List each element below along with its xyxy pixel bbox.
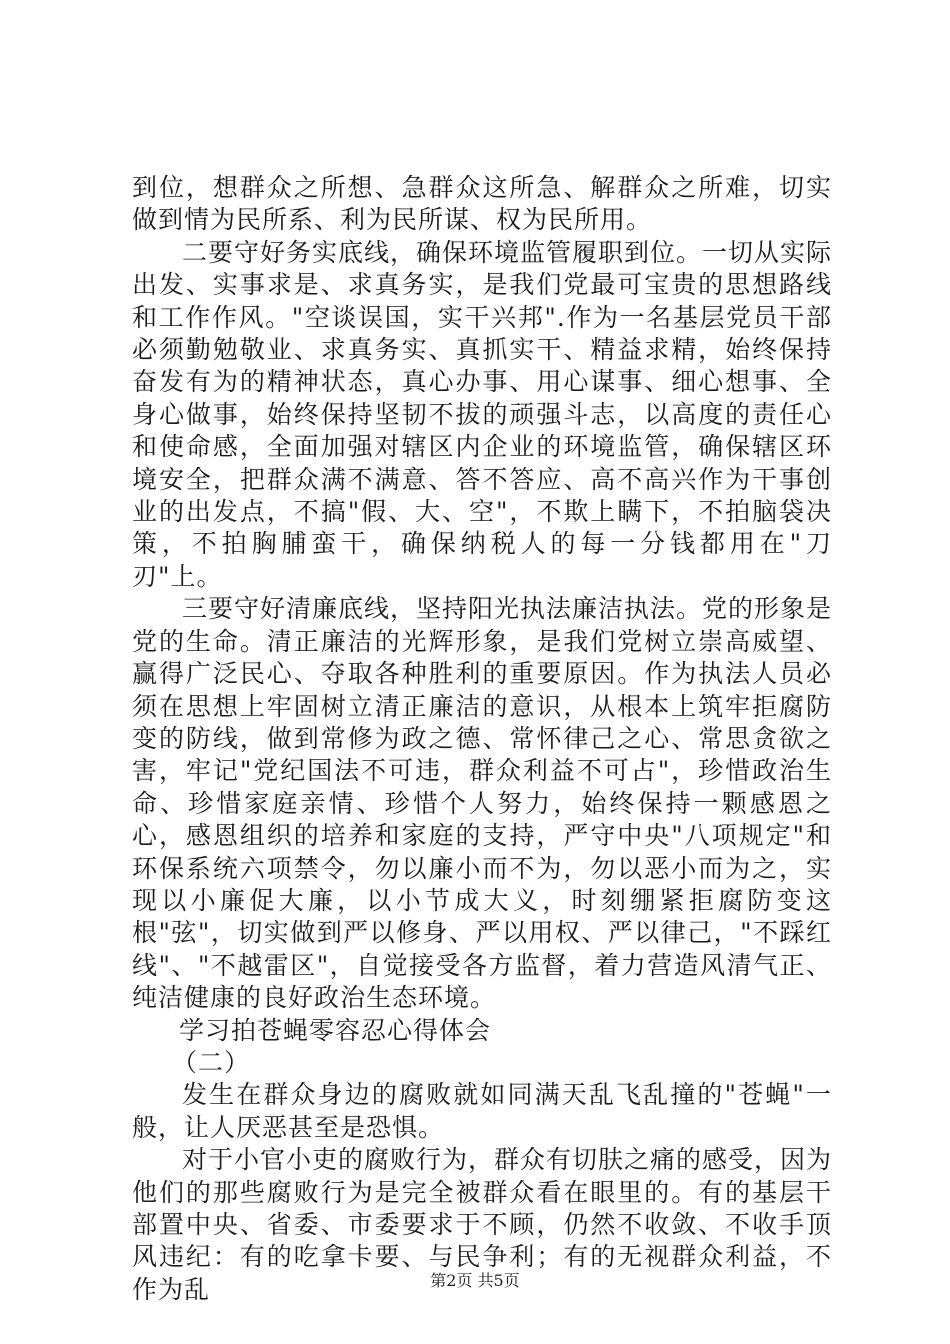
page-footer: 第2页 共5页 xyxy=(430,1271,520,1290)
document-body xyxy=(132,172,832,1306)
paragraph-petty-officials: 对于小官小吏的腐败行为，群众有切肤之痛的感受，因为他们的那些腐败行为是完全被群众看在眼里的。有的基层干部置中央、省委、市委要求于不顾，仍然不收敛、不收手顶风违纪：有的吃拿卡要、与民争利；有的无视群众利益，不作为乱 xyxy=(132,1145,833,1304)
section-title: 学习拍苍蝇零容忍心得体会 xyxy=(179,1015,492,1045)
section-number: （二） xyxy=(172,1047,251,1077)
paragraph-pragmatic-bottom-line: 二要守好务实底线，确保环境监管履职到位。一切从实际出发、实事求是、求真务实，是我们党最可宝贵的思想路线和工作作风。"空谈误国，实干兴邦".作为一名基层党员干部必须勤勉敬业、求真务实、真抓实干、精益求精，始终保持奋发有为的精神状态，真心办事、用心谋事、细心想事、全身心做事，始终保持坚韧不拔的顽强斗志，以高度的责任心和使命感，全面加强对辖区内企业的环境监管，确保辖区环境安全，把群众满不满意、答不答应、高不高兴作为干事创业的出发点，不搞"假、大、空"，不欺上瞒下，不拍脑袋决策，不拍胸脯蛮干，确保纳税人的每一分钱都用在"刀刃"上。 xyxy=(132,237,833,591)
paragraph-continuation: 到位，想群众之所想、急群众这所急、解群众之所难，切实做到情为民所系、利为民所谋、权为民所用。 xyxy=(132,173,832,235)
paragraph-integrity-bottom-line: 三要守好清廉底线，坚持阳光执法廉洁执法。党的形象是党的生命。清正廉洁的光辉形象，是我们党树立崇高威望、赢得广泛民心、夺取各种胜利的重要原因。作为执法人员必须在思想上牢固树立清正廉洁的意识，从根本上筑牢拒腐防变的防线，做到常修为政之德、常怀律己之心、常思贪欲之害，牢记"党纪国法不可违，群众利益不可占"，珍惜政治生命、珍惜家庭亲情、珍惜个人努力，始终保持一颗感恩之心，感恩组织的培养和家庭的支持，严守中央"八项规定"和环保系统六项禁令，勿以廉小而不为，勿以恶小而为之，实现以小廉促大廉，以小节成大义，时刻绷紧拒腐防变这根"弦"，切实做到严以修身、严以用权、严以律己，"不踩红线"、"不越雷区"，自觉接受各方监督，着力营造风清气正、纯洁健康的良好政治生态环境。 xyxy=(132,594,833,1013)
paragraph-flies-corruption: 发生在群众身边的腐败就如同满天乱飞乱撞的"苍蝇"一般，让人厌恶甚至是恐惧。 xyxy=(132,1080,832,1142)
